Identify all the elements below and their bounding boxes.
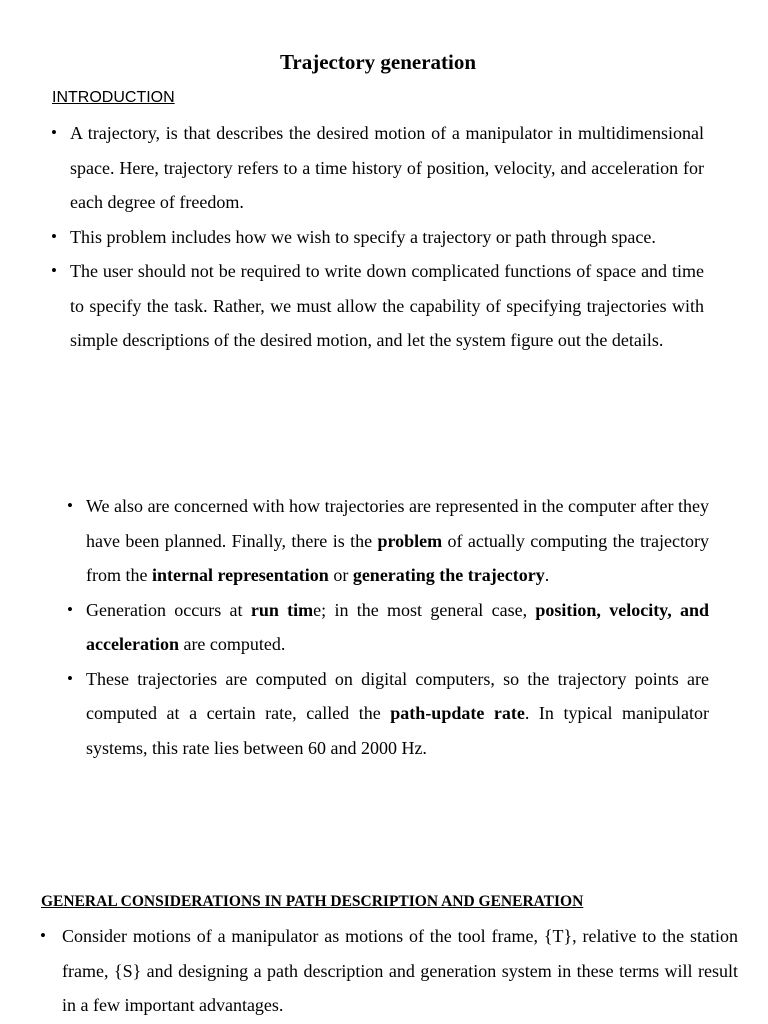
bullet-icon: •: [67, 599, 73, 619]
list-item: [67, 662, 709, 766]
text-run: These trajectories are computed on digital computers, so the trajectory points are computed at a certain rate, called the: [86, 668, 709, 723]
bold-term: problem: [377, 530, 443, 551]
text-run: of actually computing the trajectory from the: [86, 530, 709, 585]
bullet-icon: •: [40, 926, 46, 945]
bold-term: path-update rate: [390, 703, 525, 723]
intro-bullet-text: This problem includes how we wish to specify a trajectory or path through space.: [70, 226, 656, 247]
bullet-icon: •: [67, 496, 73, 515]
section-bullet-text: Consider motions of a manipulator as motions of the tool frame, {T}, relative to the station frame, {S} and designing a path description and generation system in these terms will result in a few important advantages.: [62, 926, 738, 1015]
text-run: We also are concerned with how trajectories are represented in the computer after they have been planned. Finally, there is the: [86, 496, 709, 551]
text-run: . In typical manipulator systems, this rate lies between 60 and 2000 Hz.: [86, 703, 709, 758]
list-item: [51, 116, 704, 220]
list-item: [67, 489, 709, 593]
bullet-icon: •: [51, 226, 57, 246]
second-bullet-list: [67, 489, 710, 765]
section-heading: GENERAL CONSIDERATIONS IN PATH DESCRIPTION AND GENERATION: [41, 893, 584, 910]
bold-term: run tim: [250, 599, 314, 620]
bullet-icon: •: [51, 123, 57, 142]
text-run: e; in the most general case,: [313, 599, 536, 620]
intro-bullet-list: [51, 116, 704, 358]
text-run: Generation occurs at: [86, 599, 251, 620]
bold-term: internal representation: [151, 565, 329, 585]
bold-term: generating the trajectory: [352, 565, 545, 585]
bullet-icon: •: [67, 668, 73, 688]
text-run: or: [328, 565, 353, 585]
list-item: [51, 220, 704, 255]
text-run: .: [544, 565, 550, 585]
page-title: Trajectory generation: [279, 50, 477, 74]
list-item: [67, 593, 710, 662]
bold-term: position, velocity, and acceleration: [86, 599, 710, 654]
list-item: [51, 254, 704, 358]
intro-heading: INTRODUCTION: [52, 89, 175, 106]
list-item: [40, 919, 738, 1023]
text-run: are computed.: [178, 634, 286, 654]
section-bullet-list: [40, 919, 738, 1023]
intro-bullet-text: The user should not be required to write down complicated functions of space and time to specify the task. Rather, we must allow the capability of specifying trajectories with simple descriptions of the desired motion, and let the system figure out the details.: [70, 261, 704, 350]
intro-bullet-text: A trajectory, is that describes the desired motion of a manipulator in multidimensional space. Here, trajectory refers to a time history of position, velocity, and acceleration for each degree of freedom.: [70, 123, 704, 212]
bullet-icon: •: [51, 261, 57, 280]
